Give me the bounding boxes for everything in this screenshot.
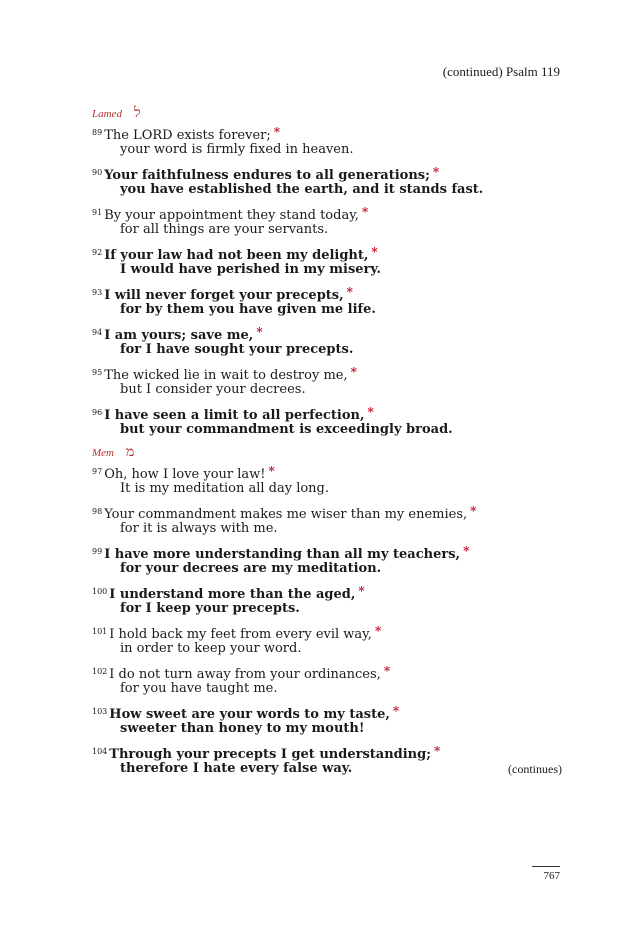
asterisk-icon: * <box>358 584 365 598</box>
verse-number: 101 <box>92 627 108 636</box>
asterisk-icon: * <box>374 624 382 638</box>
verse-94 <box>92 323 562 359</box>
verse-line-2: but your commandment is exceedingly broad. <box>120 422 453 437</box>
verse-number: 102 <box>92 667 108 676</box>
asterisk-icon: * <box>350 365 357 379</box>
verse-102 <box>92 662 562 698</box>
verse-number: 99 <box>92 547 103 556</box>
verse-number: 103 <box>92 707 108 716</box>
verse-line-2: you have established the earth, and it stands fast. <box>120 182 484 197</box>
verse-line-2: but I consider your decrees. <box>120 382 306 397</box>
verse-line-2: your word is firmly fixed in heaven. <box>120 142 354 157</box>
verse-92 <box>92 243 562 279</box>
asterisk-icon: * <box>383 664 391 678</box>
verse-line-2: It is my meditation all day long. <box>120 481 330 496</box>
verse-91 <box>92 203 562 239</box>
verse-line-2: for I have sought your precepts. <box>120 342 354 357</box>
verse-90 <box>92 163 562 199</box>
verse-line-1: I hold back my feet from every evil way, <box>109 627 372 642</box>
section-heading-mem <box>92 443 562 462</box>
asterisk-icon: * <box>273 125 281 139</box>
verse-number: 94 <box>92 328 103 337</box>
verse-line-2: I would have perished in my misery. <box>120 262 381 277</box>
verse-number: 104 <box>92 747 108 756</box>
verse-line-1: I understand more than the aged, <box>109 587 356 602</box>
verse-number: 95 <box>92 368 103 377</box>
hebrew-letter: ל <box>133 106 141 121</box>
asterisk-icon: * <box>371 245 378 259</box>
asterisk-icon: * <box>463 544 470 558</box>
asterisk-icon: * <box>361 205 369 219</box>
asterisk-icon: * <box>367 405 374 419</box>
asterisk-icon: * <box>346 285 353 299</box>
verse-line-1: The LORD exists forever; <box>104 128 271 143</box>
verse-101 <box>92 622 562 658</box>
verse-103 <box>92 702 562 738</box>
section-name: Lamed <box>92 108 122 120</box>
verse-line-2: for it is always with me. <box>120 521 278 536</box>
verse-number: 90 <box>92 168 103 177</box>
psalm-text <box>92 104 562 782</box>
verse-line-1: I will never forget your precepts, <box>104 288 344 303</box>
verse-line-1: By your appointment they stand today, <box>104 208 359 223</box>
verse-line-1: Through your precepts I get understanding; <box>109 747 432 762</box>
verse-number: 96 <box>92 408 103 417</box>
verse-97 <box>92 462 562 498</box>
verse-96 <box>92 403 562 439</box>
verse-93 <box>92 283 562 319</box>
verse-line-1: Your commandment makes me wiser than my enemies, <box>104 507 468 522</box>
verse-line-1: I have more understanding than all my teachers, <box>104 547 461 562</box>
hebrew-letter: מ <box>126 445 135 460</box>
asterisk-icon: * <box>434 744 441 758</box>
running-head: (continued) Psalm 119 <box>442 64 560 79</box>
verse-100 <box>92 582 562 618</box>
verse-line-2: for I keep your precepts. <box>120 601 300 616</box>
verse-line-1: Oh, how I love your law! <box>104 467 266 482</box>
verse-98 <box>92 502 562 538</box>
asterisk-icon: * <box>470 504 477 518</box>
asterisk-icon: * <box>432 165 440 179</box>
verse-line-2: for by them you have given me life. <box>120 302 376 317</box>
asterisk-icon: * <box>256 325 263 339</box>
verse-104 <box>92 742 562 778</box>
verse-89 <box>92 123 562 159</box>
section-name: Mem <box>92 447 114 459</box>
continues-label: (continues) <box>508 762 562 776</box>
asterisk-icon: * <box>392 704 400 718</box>
asterisk-icon: * <box>268 464 275 478</box>
verse-line-1: I have seen a limit to all perfection, <box>104 408 365 423</box>
verse-line-2: for all things are your servants. <box>120 222 329 237</box>
verse-number: 93 <box>92 288 103 297</box>
verse-line-2: in order to keep your word. <box>120 641 302 656</box>
verse-99 <box>92 542 562 578</box>
section-heading-lamed <box>92 104 562 123</box>
footer-rule <box>532 866 560 867</box>
verse-line-1: The wicked lie in wait to destroy me, <box>104 368 348 383</box>
verse-line-1: I do not turn away from your ordinances, <box>109 667 381 682</box>
verse-number: 89 <box>92 128 103 137</box>
verse-95 <box>92 363 562 399</box>
verse-line-1: I am yours; save me, <box>104 328 254 343</box>
page-number: 767 <box>543 870 560 882</box>
verse-line-2: therefore I hate every false way. <box>120 761 353 776</box>
verse-number: 92 <box>92 248 103 257</box>
verse-line-1: If your law had not been my delight, <box>104 248 369 263</box>
verse-line-2: sweeter than honey to my mouth! <box>120 721 365 736</box>
verse-number: 100 <box>92 587 108 596</box>
verse-line-2: for you have taught me. <box>120 681 278 696</box>
verse-number: 91 <box>92 208 103 217</box>
verse-number: 97 <box>92 467 103 476</box>
verse-line-1: Your faithfulness endures to all generations; <box>104 168 430 183</box>
verse-number: 98 <box>92 507 103 516</box>
verse-line-1: How sweet are your words to my taste, <box>109 707 390 722</box>
verse-line-2: for your decrees are my meditation. <box>120 561 382 576</box>
